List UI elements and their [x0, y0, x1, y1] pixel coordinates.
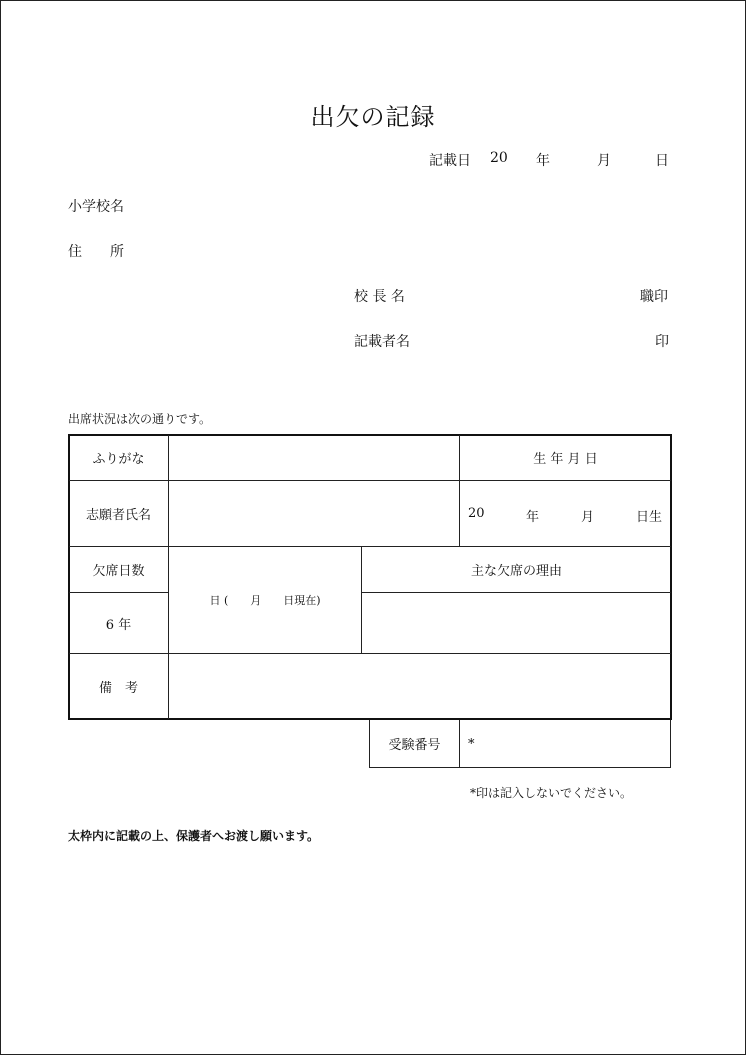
grade-label: 6 年: [105, 617, 132, 633]
birth-year: 年: [526, 510, 540, 525]
date-day: 日: [655, 153, 669, 169]
writer-seal: 印: [655, 334, 669, 350]
absence-days-label: 欠席日数: [92, 564, 145, 579]
intro-text: 出席状況は次の通りです。: [68, 412, 212, 426]
remarks-label: 備 考: [98, 681, 138, 696]
birthdate-header: 生 年 月 日: [533, 452, 598, 467]
date-year: 年: [536, 153, 550, 169]
applicant-name-label: 志願者氏名: [85, 508, 151, 523]
footer-note: 太枠内に記載の上、保護者へお渡し願います。: [68, 829, 320, 843]
birth-day: 日生: [636, 510, 663, 525]
exam-number-label: 受験番号: [388, 738, 441, 753]
exam-note: *印は記入しないでください。: [470, 786, 633, 800]
applicant-name-field[interactable]: [169, 481, 459, 546]
furigana-field[interactable]: [169, 435, 459, 480]
exam-box-divider: [459, 720, 460, 768]
birth-era: 20: [468, 506, 485, 521]
remarks-field[interactable]: [169, 654, 671, 719]
absence-days-field[interactable]: 日 ( 月 日現在): [209, 594, 321, 607]
furigana-label: ふりがな: [92, 452, 145, 467]
principal-label: 校 長 名: [354, 289, 405, 305]
writer-label: 記載者名: [354, 334, 410, 350]
reason-header: 主な欠席の理由: [470, 564, 562, 579]
date-month: 月: [597, 153, 611, 169]
school-name-label: 小学校名: [68, 199, 124, 215]
form-title: 出欠の記録: [310, 103, 436, 131]
date-era: 20: [490, 150, 508, 166]
principal-seal: 職印: [640, 289, 668, 305]
birth-month: 月: [581, 510, 595, 525]
exam-number-field[interactable]: *: [468, 737, 475, 752]
address-label: 住 所: [68, 244, 124, 260]
reason-field[interactable]: [362, 593, 671, 653]
date-label: 記載日: [429, 153, 471, 169]
